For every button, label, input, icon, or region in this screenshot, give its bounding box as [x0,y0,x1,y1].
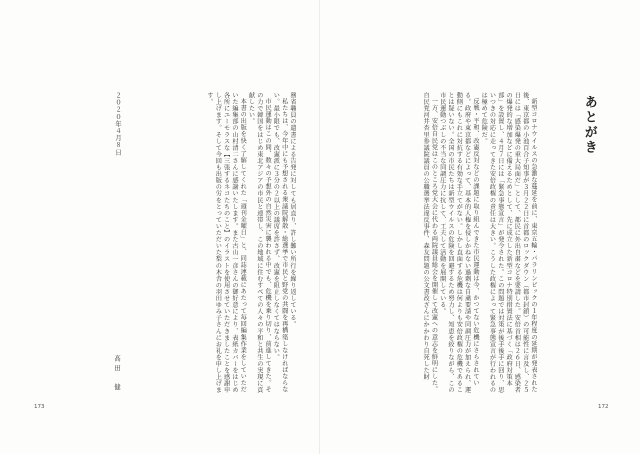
afterword-body-left [140,92,296,396]
afterword-body-right [343,92,537,396]
page-number-left: 173 [34,404,45,410]
page-number-right: 172 [598,404,609,410]
paragraph: 務省職員の遺書による告発に対しても居直り、許し難い所行を繰り返している。 [289,92,296,328]
paragraph: 私たちは、今年中にも予想される衆議院解散・総選挙で市民と野党の共闘を再構築しなければならない。最小限でも、改憲派に３分の２以上の議席を許さず、改憲を阻止しなくてはならない。 [272,92,288,393]
paragraph: 一方、安倍自民党はこのところ党大会に代わる両院議員総会を開催して改憲への意志を鮮明にした。自民党河井杏里参議院議員の公職選挙法違反事件、森友問題の公文書改ざんにかかわり自死した財 [422,92,438,393]
paragraph: 市民運動はこの間、数々の予想外の自然災害に襲われる中でも、危機を乗り切り、前進してきた。その力で韓国をはじめ東北アジアの市民と連帯し、この地域に住むすべての人々の平和と共生の実現に貢献したい。 [247,92,272,394]
author-signature: 高田 健 [113,355,121,393]
paragraph: 反戦・平和、改憲反対などの課題に取り組んできた市民運動は今、かつてない危機にさらされている。政府や東京都などによって、基本的人権を侵しかねない過剰な自粛要請や同調圧力が加えられ、運動側にもこれに対抗する有効な手立てがない。しかし直面する危機は何よりも安倍政権の危機であることは疑いない。全国の市民たちは新型ウイルスの危険を回避するため努力し、知恵を絞りながら、この市民運動つぶしの不当な同調圧力に抗して、工夫して活動を展開している。 [438,92,479,394]
page-gutter [319,0,320,454]
paragraph: 新型コロナウイルスの急激な蔓延を前に、東京五輪・パラリンピックの１年程度の延期が発表された後、東京都の小池百合子知事が３月２２日に首都のロックダウン（都市封鎖）の可能性に言及し、２５日には「感染爆発の重大局面だ」として、都民に外出自粛などを要請した。安倍首相は２６日、感染者の爆発的な増加などに備えるためとして、先に成立した新型コロナ特別措置法に基づく「政府対策本部」を設置し、４月７日には「緊急事態宣言」が発令された。この問題では対策が後手後手に回り、思いつきの対応に走ってきた安倍政権の責任は大きい。こうした政権によって緊急事態宣言が行われるのは極めて危険だ。 [480,92,537,394]
page-title: あとがき [581,95,597,155]
paragraph: 本書の出版を快く了解してくれた「週刊金曜日」と、同誌連載にあたって毎回編集作業をしていただいた編集部の山村清二さんに感謝いたします。また古山一彦さんの御好意により、表紙カバーをはじめ各所にユーモラスな【三張するネコたちのこと】のイラストを使用させていただきましたことを感謝申し上げます。そして今回も出版の労をとっていただいた梨の木舎の羽田ゆみ子さんにお礼を申し上げます。 [206,92,247,394]
afterword-date: ２０２０年４月８日 [114,92,121,156]
